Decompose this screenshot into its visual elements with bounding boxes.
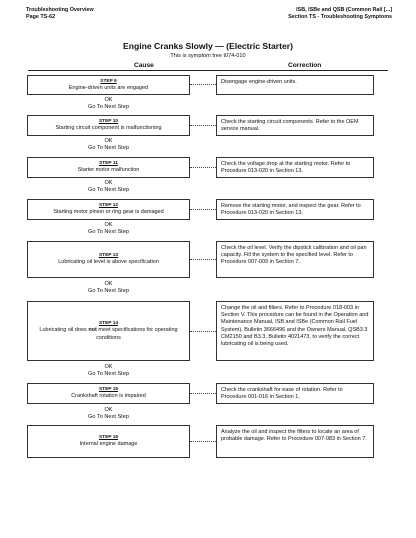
correction-box-step-16: [216, 425, 374, 458]
cause-text: [28, 327, 189, 341]
cause-text: Lubricating oil level is above specification: [58, 259, 159, 266]
cause-text: Starter motor malfunction: [77, 167, 140, 174]
header-divider: [28, 70, 388, 71]
next-step-text: Go To Next Step: [88, 145, 129, 152]
correction-box-step-12: [216, 199, 374, 220]
ok-flow-label: [27, 407, 190, 422]
dotted-connector: [190, 167, 216, 168]
correction-box-step-15: [216, 383, 374, 404]
correction-text: Check the crankshaft for ease of rotation. Refer to Procedure 001-016 in Section 1.: [221, 387, 343, 401]
cause-box-step-10: [27, 115, 190, 136]
cause-text: Starting motor pinion or ring gear is damaged: [53, 209, 164, 216]
engine-model: ISB, ISBe and QSB (Common Rail [...]: [296, 7, 392, 13]
cause-box-step-16: [27, 425, 190, 458]
next-step-text: Go To Next Step: [88, 229, 129, 236]
dotted-connector: [190, 84, 216, 85]
ok-text: OK: [104, 281, 113, 287]
step-label: STEP 13: [98, 253, 119, 259]
correction-box-step-10: [216, 115, 374, 136]
correction-box-step-14: [216, 301, 374, 361]
section-name: Section TS - Troubleshooting Symptoms: [288, 14, 392, 20]
correction-text: Disengage engine-driven units.: [221, 79, 297, 85]
ok-flow-label: [27, 222, 190, 237]
correction-text: Check the starting circuit components. Refer to the OEM service manual.: [221, 119, 359, 133]
ok-flow-label: [27, 364, 190, 379]
dotted-connector: [190, 259, 216, 260]
dotted-connector: [190, 393, 216, 394]
cause-text-part: meet specifications for operating conditions: [96, 327, 178, 341]
page-header-left: [26, 7, 94, 21]
correction-box-step-13: [216, 241, 374, 278]
ok-text: OK: [104, 407, 113, 413]
correction-text: Change the oil and filters. Refer to Procedure 018-003 in Section V. This procedure can be found in the Operation and Maintenance Manual, ISB and ISBe (Common Rail Fuel System), Bulletin 3666496 and the Owners Manual, QSB3.3 CM2150 and B3.3, Bulletin 4021473, to verify the correct lubricating oil is being used.: [221, 305, 369, 348]
ok-text: OK: [104, 222, 113, 228]
page-header-right: [288, 7, 392, 21]
next-step-text: Go To Next Step: [88, 371, 129, 378]
next-step-text: Go To Next Step: [88, 288, 129, 295]
cause-text-part: Lubricating oil does: [39, 327, 89, 334]
correction-text: Check the oil level. Verify the dipstick calibration and oil pan capacity. Fill the system to the specified level. Refer to Procedure 007-009 in Section 7.: [221, 245, 367, 266]
page-number: Page TS-62: [26, 14, 56, 20]
ok-text: OK: [104, 97, 113, 103]
cause-column-header: Cause: [134, 62, 154, 69]
cause-text: Engine-driven units are engaged: [68, 84, 149, 91]
cause-box-step-11: [27, 157, 190, 178]
cause-box-step-12: [27, 199, 190, 220]
document-section: Troubleshooting Overview: [26, 7, 94, 13]
dotted-connector: [190, 209, 216, 210]
ok-text: OK: [104, 138, 113, 144]
step-label: STEP 14: [98, 321, 119, 327]
dotted-connector: [190, 441, 216, 442]
correction-box-step-9: [216, 75, 374, 95]
ok-text: OK: [104, 364, 113, 370]
step-label: STEP 10: [98, 119, 119, 125]
cause-text: Starting circuit component is malfunctioning: [55, 125, 162, 132]
step-label: STEP 11: [99, 161, 118, 167]
step-label: STEP 16: [98, 435, 119, 441]
cause-emphasis: not: [88, 327, 97, 334]
step-label: STEP 9: [100, 78, 117, 84]
step-label: STEP 12: [98, 203, 119, 209]
ok-flow-label: [27, 180, 190, 195]
dotted-connector: [190, 331, 216, 332]
correction-text: Analyze the oil and inspect the filters to locate an area of probable damage. Refer to Procedure 007-083 in Section 7.: [221, 429, 367, 443]
page-title: Engine Cranks Slowly — (Electric Starter): [122, 41, 294, 51]
correction-column-header: Correction: [288, 62, 322, 69]
ok-flow-label: [27, 138, 190, 153]
cause-box-step-9: [27, 75, 190, 95]
next-step-text: Go To Next Step: [88, 414, 129, 421]
cause-text: Internal engine damage: [79, 441, 138, 448]
symptom-tree-id: This is symptom tree t074-010: [170, 53, 246, 59]
step-label: STEP 15: [98, 387, 119, 393]
cause-box-step-14: [27, 301, 190, 361]
cause-text: Crankshaft rotation is impaired: [71, 393, 146, 400]
next-step-text: Go To Next Step: [88, 104, 129, 111]
correction-text: Check the voltage drop at the starting motor. Refer to Procedure 013-020 in Section 13.: [221, 161, 351, 175]
ok-text: OK: [104, 180, 113, 186]
dotted-connector: [190, 125, 216, 126]
ok-flow-label: [27, 281, 190, 296]
ok-flow-label: [27, 97, 190, 112]
correction-box-step-11: [216, 157, 374, 178]
cause-box-step-15: [27, 383, 190, 404]
cause-box-step-13: [27, 241, 190, 278]
next-step-text: Go To Next Step: [88, 187, 129, 194]
correction-text: Remove the starting motor, and inspect the gear. Refer to Procedure 013-020 in Section 13.: [221, 203, 361, 217]
